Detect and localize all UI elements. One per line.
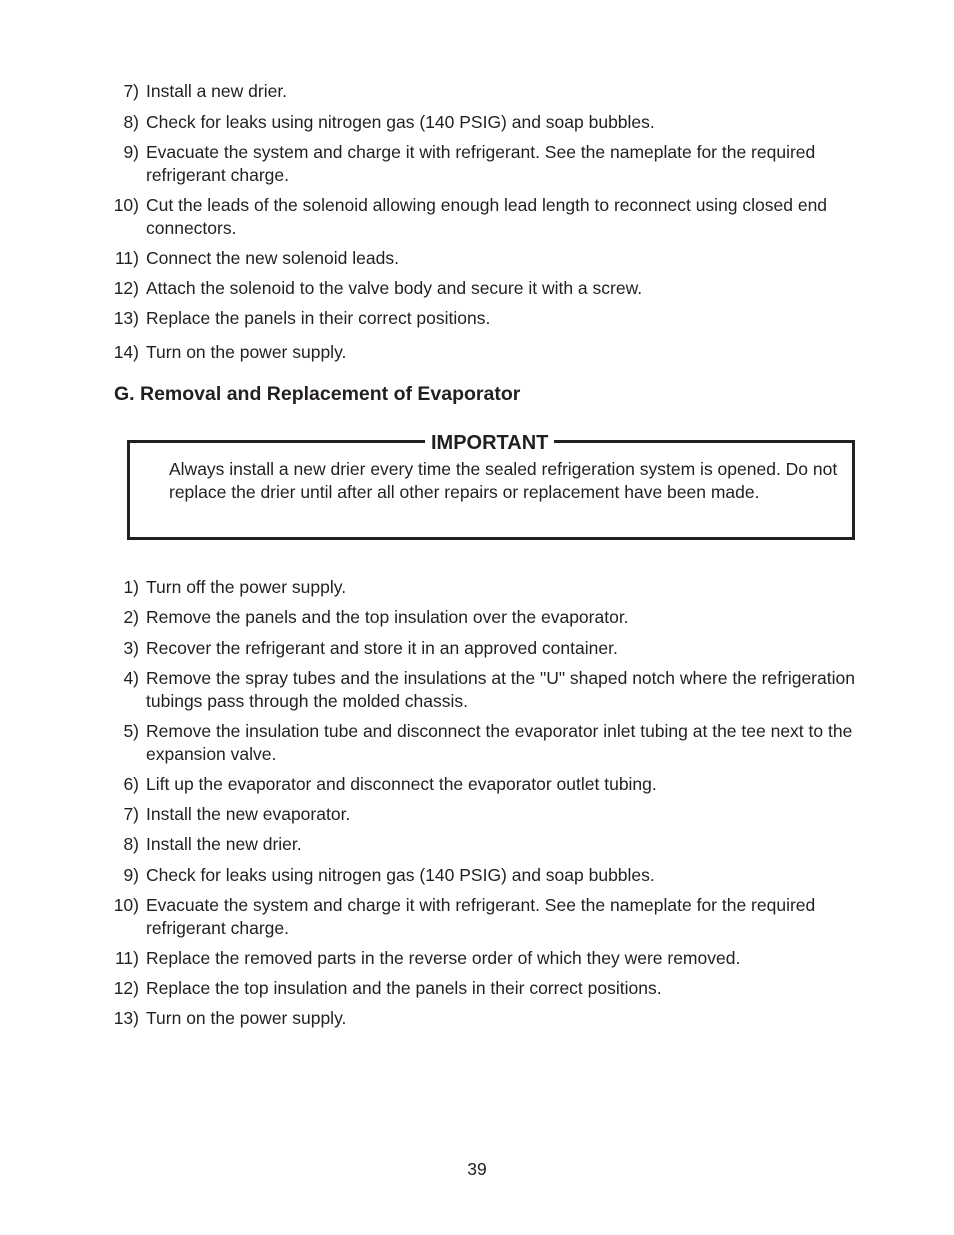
step-number: 13) <box>113 308 139 328</box>
step-number: 4) <box>123 668 139 688</box>
step-text: Evacuate the system and charge it with refrigerant. See the nameplate for the required refrigerant charge. <box>146 895 816 938</box>
step-number: 11) <box>115 248 139 268</box>
step-text: Recover the refrigerant and store it in an approved container. <box>146 638 618 658</box>
step-text: Turn off the power supply. <box>146 577 347 597</box>
step-text: Remove the spray tubes and the insulations at the "U" shaped notch where the refrigeration tubings pass through the molded chassis. <box>146 668 855 711</box>
step-number: 5) <box>123 721 139 741</box>
step-number: 6) <box>123 774 139 794</box>
step-text: Connect the new solenoid leads. <box>146 248 399 268</box>
step-text: Install the new evaporator. <box>146 804 351 824</box>
step-number: 2) <box>123 607 139 627</box>
step-number: 8) <box>123 112 139 132</box>
step-text: Install the new drier. <box>146 834 302 854</box>
step-number: 9) <box>123 142 139 162</box>
step-text: Check for leaks using nitrogen gas (140 PSIG) and soap bubbles. <box>146 112 655 132</box>
step-text: Remove the panels and the top insulation over the evaporator. <box>146 607 629 627</box>
step-text: Evacuate the system and charge it with refrigerant. See the nameplate for the required refrigerant charge. <box>146 142 816 185</box>
step-number: 10) <box>113 195 139 215</box>
step-number: 13) <box>113 1008 139 1028</box>
step-number: 1) <box>123 577 139 597</box>
page-number: 39 <box>467 1159 487 1179</box>
step-text: Turn on the power supply. <box>146 342 347 362</box>
step-number: 3) <box>123 638 139 658</box>
step-text: Replace the top insulation and the panels in their correct positions. <box>146 978 662 998</box>
step-number: 12) <box>113 978 139 998</box>
step-text: Install a new drier. <box>146 81 288 101</box>
important-title: IMPORTANT <box>425 431 554 455</box>
step-text: Attach the solenoid to the valve body and secure it with a screw. <box>146 278 643 298</box>
section-heading: G. Removal and Replacement of Evaporator <box>114 383 521 405</box>
step-number: 7) <box>123 81 139 101</box>
step-text: Remove the insulation tube and disconnect the evaporator inlet tubing at the tee next to the expansion valve. <box>146 721 853 764</box>
step-number: 7) <box>123 804 139 824</box>
step-number: 8) <box>123 834 139 854</box>
step-text: Replace the panels in their correct positions. <box>146 308 491 328</box>
step-number: 14) <box>113 342 139 362</box>
step-text: Check for leaks using nitrogen gas (140 PSIG) and soap bubbles. <box>146 865 655 885</box>
step-number: 9) <box>123 865 139 885</box>
step-text: Turn on the power supply. <box>146 1008 347 1028</box>
step-number: 12) <box>113 278 139 298</box>
step-text: Lift up the evaporator and disconnect the evaporator outlet tubing. <box>146 774 657 794</box>
important-text: Always install a new drier every time the sealed refrigeration system is opened. Do not replace the drier until after all other repairs or replacement have been made. <box>169 459 838 502</box>
step-number: 11) <box>115 948 139 968</box>
important-notice-box <box>127 432 855 540</box>
step-number: 10) <box>113 895 139 915</box>
step-text: Cut the leads of the solenoid allowing enough lead length to reconnect using closed end connectors. <box>146 195 828 238</box>
step-text: Replace the removed parts in the reverse order of which they were removed. <box>146 948 741 968</box>
